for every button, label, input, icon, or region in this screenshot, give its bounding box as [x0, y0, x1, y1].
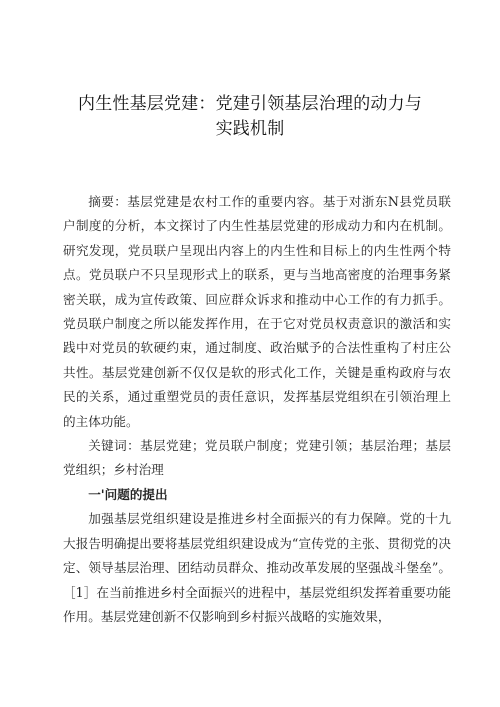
title-line-1: 内生性基层党建：党建引领基层治理的动力与 [78, 94, 422, 114]
section-heading: 一'问题的提出 [88, 486, 168, 502]
abstract-paragraph: 摘要：基层党建是农村工作的重要内容。基于对浙东N县党员联户制度的分析，本文探讨了内生性基层党建的形成动力和内在机制。研究发现，党员联户呈现出内容上的内生性和目标上的内生性两个特点。党员联户不只呈现形式上的联系，更与当地高密度的治理事务紧密关联，成为宣传政策、回应群众诉求和推动中心工作的有力抓手。党员联户制度之所以能发挥作用，在于它对党员权责意识的激活和实践中对党员的软硬约束，通过制度、政治赋予的合法性重构了村庄公共性。基层党建创新不仅仅是软的形式化工作，关键是重构政府与农民的关系，通过重塑党员的责任意识，发挥基层党组织在引领治理上的主体功能。 [63, 194, 451, 429]
title-line-2: 实践机制 [215, 119, 285, 139]
intro-paragraph: 加强基层党组织建设是推进乡村全面振兴的有力保障。党的十九大报告明确提出要将基层党组织建设成为“宣传党的主张、贯彻党的决定、领导基层治理、团结动员群众、推动改革发展的坚强战斗堡垒”。［1］在当前推进乡村全面振兴的进程中，基层党组织发挥着重要功能作用。基层党建创新不仅影响到乡村振兴战略的实施效果， [63, 511, 451, 624]
keywords-paragraph: 关键词：基层党建；党员联户制度；党建引领；基层治理；基层党组织；乡村治理 [63, 438, 451, 478]
document-title [40, 92, 460, 142]
document-body [63, 190, 451, 629]
